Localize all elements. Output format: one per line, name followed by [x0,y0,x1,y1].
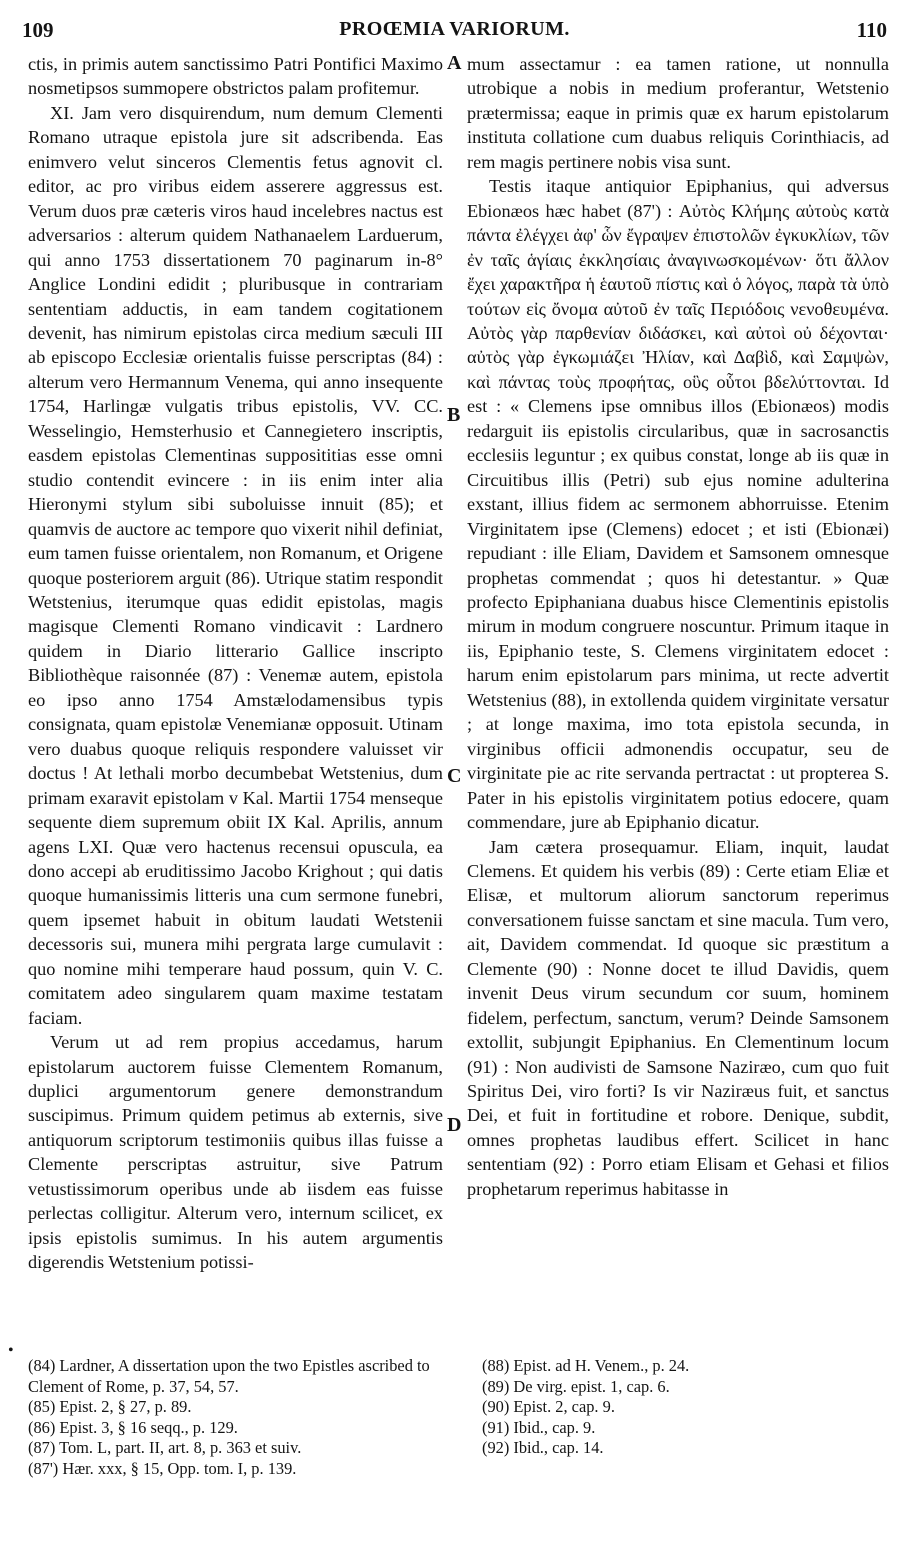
footnote: (91) Ibid., cap. 9. [482,1417,596,1437]
footnote: (87) Tom. L, part. II, art. 8, p. 363 et suiv. [28,1438,302,1457]
right-paragraph: Testis itaque antiquior Epiphanius, qui adversus Ebionæos hæc habet (87') : Αὐτὸς Κλήμης αὐτοὺς κατὰ πάντα ἐλέγχει ἀφ' ὧν ἔγραψεν ἐπιστολῶν ἐγκυκλίων, τῶν ἐν ταῖς ἁγίαις ἐκκλησίαις ἀναγινωσκομένων· ὅτι ἄλλον ἔχει χαρακτῆρα ἡ ἑαυτοῦ πίστις καὶ ὁ λόγος, παρὰ τὰ ὑπὸ τούτων εἰς ὄνομα αὐτοῦ ἐν ταῖς Περιόδοις νενοθευμένα. Αὐτὸς γὰρ παρθενίαν διδάσκει, καὶ αὐτοὶ οὐ δέχονται· αὐτὸς γὰρ ἐγκωμιάζει Ἠλίαν, καὶ Δαβὶδ, καὶ Σαμψὼν, καὶ πάντας τοὺς προφήτας, οὓς οὗτοι βδελύττονται. Id est : « Clemens ipse omnibus illos (Ebionæos) modis redarguit iis epistolis circularibus, quæ in sacrosanctis ecclesiis leguntur ; ex quibus constat, longe ab iis quæ in Circuitibus illis (Petri) sub ejus nomine adulterina exstant, illius fidem ac sermonem abhorruisse. Etenim Virginitatem ipse (Clemens) edocet ; et isti (Ebionæi) repudiant : ille Eliam, Davidem et Samsonem omnesque prophetas commendat ; quos hi detestantur. » Quæ profecto Epiphaniana duabus hisce Clementinis epistolis mirum in modum congruere noscuntur. Primum itaque in iis, Epiphanio teste, S. Clemens virginitatem edocet : harum enim epistolarum pars minima, ut recte advertit Wetstenius (88), in extollenda quidem virginitate versatur ; at longe maxima, imo tota epistola secunda, in virginibus officii admonendis occupatur, seu de virginitate pie ac rite servanda pertractat : ut propterea S. Pater in his epistolis virginitatem potius edocere, quam commendare, jure ab Epiphanio dicatur. [467,176,889,833]
footnote: (88) Epist. ad H. Venem., p. 24. [482,1356,690,1375]
footnote: (92) Ibid., cap. 14. [482,1438,604,1457]
running-title: PROŒMIA VARIORUM. [339,18,570,40]
footnote: (87') Hær. xxx, § 15, Opp. tom. I, p. 139. [28,1458,297,1478]
footnote: (89) De virg. epist. 1, cap. 6. [482,1376,670,1396]
left-paragraph: ctis, in primis autem sanctissimo Patri Pontifici Maximo nosmetipsos summopere obstrictos palam profitemur. [28,54,443,99]
section-marker-b: B [447,404,461,426]
right-paragraph: Jam cætera prosequamur. Eliam, inquit, laudat Clemens. Et quidem his verbis (89) : Certe etiam Eliæ et Elisæ, et multorum aliorum sanctorum reperimus conversationem fuisse sanctam et sine macula. Tum vero, ait, Davidem commendat. Id quoque sic præstitum a Clemente (90) : Nonne docet te illud Davidis, quem invenit Deus virum secundum cor suum, hominem fidelem, perfectum, sanctum, verum? Deinde Samsonem extollit, subjungit Epiphanius. En Clementinum locum (91) : Non audivisti de Samsone Naziræo, cum quo fuit Spiritus Dei, viro forti? Is vir Naziræus fuit, et sanctus Dei, et fuit in fortitudine et robore. Denique, subdit, omnes prophetas laudibus effert. Scilicet in hanc sententiam (92) : Porro etiam Elisam et Gehasi et filios prophetarum reperimus habitasse in [467,836,889,1199]
page-number-left: 109 [22,18,54,42]
stray-mark: • [8,1342,14,1359]
page-number-right: 110 [856,18,887,42]
footnote: (90) Epist. 2, cap. 9. [482,1397,615,1416]
left-column [28,52,443,1275]
page-header [20,14,889,48]
footnote: (84) Lardner, A dissertation upon the two Epistles ascribed to Clement of Rome, p. 37, 54, 57. [28,1356,430,1396]
footnotes-left [28,1356,458,1479]
section-marker-d: D [447,1114,462,1136]
left-paragraph: XI. Jam vero disquirendum, num demum Clementi Romano utraque epistola jure sit adscribenda. Eas enimvero velut sinceros Clementis fetus agnovit cl. editor, ac pro viribus eidem asserere aggressus est. Verum duos præ cæteris viros haud incelebres nactus est adversarios : alterum quidem Nathanaelem Larduerum, qui anno 1753 dissertationem 70 paginarum in-8° Anglice Londini edidit ; pluribusque in contrariam sententiam adductis, in eam tandem cogitationem devenit, has nimirum epistolas circa medium sæculi III ab episcopo Ecclesiæ orientalis fuisse perscriptas (84) : alterum vero Hermannum Venema, qui anno insequente 1754, Harlingæ vulgatis tribus epistolis, VV. CC. Wesselingio, Hemsterhusio et Cannegietero inscriptis, easdem epistolas Clementinas supposititias esse omni studio contendit evincere : in iis enim inter alia Hieronymi stylum sibi suboluisse innuit (85); et quamvis de auctore ac tempore quo vixerit nihil definiat, eum tamen fuisse orientalem, non Romanum, et Origene quoque posteriorem arguit (86). Utrique statim respondit Wetstenius, iterumque quas edidit epistolas, magis magisque Clementi Romano vindicavit : Lardnero quidem in Diario litterario Gallice inscripto Bibliothèque raisonnée (87) : Venemæ autem, epistola eo ipso anno 1754 Amstælodamensibus typis consignata, quam epistolæ Venemianæ opposuit. Utinam vero duabus quoque reliquis respondere valuisset vir doctus ! At lethali morbo decumbebat Wetstenius, dum primam exaravit epistolam v Kal. Martii 1754 menseque sequente diem supremum obiit IX Kal. Aprilis, annum agens LXI. Quæ vero hactenus recensui opuscula, ea dono accepi ab eruditissimo Jacobo Krighout ; qui datis quoque humanissimis litteris una cum sermone funebri, quem ipsemet habuit in obitum laudati Wetstenii decessoris sui, munera mihi pergrata large cumulavit : quo nomine mihi temperare haud possum, quin V. C. comitatem adeo singularem quam maxime testatam faciam. [28,102,443,1028]
section-marker-a: A [447,52,462,74]
right-column [467,52,889,1201]
footnotes-right [482,1356,882,1459]
footnote: (85) Epist. 2, § 27, p. 89. [28,1397,192,1416]
right-paragraph: mum assectamur : ea tamen ratione, ut nonnulla utrobique a nobis in medium proferantur, Wetstenio prætermissa; eaque in primis quæ ex harum epistolarum instituta collatione cum duabus reliquis Corinthiacis, ad rem magis pertinere nobis visa sunt. [467,54,889,172]
left-paragraph: Verum ut ad rem propius accedamus, harum epistolarum auctorem fuisse Clementem Romanum, duplici argumentorum genere demonstrandum suscipimus. Primum quidem petimus ab externis, sive antiquorum scriptorum testimoniis quibus illas fuisse a Clemente perscriptas astruitur, sive Patrum vetustissimorum operibus unde ab iisdem eas fuisse perlectas colligitur. Alterum vero, internum scilicet, ex ipsis epistolis sumimus. In his autem argumentis digerendis Wetstenium potissi- [28,1032,443,1273]
footnote: (86) Epist. 3, § 16 seqq., p. 129. [28,1417,238,1437]
section-marker-c: C [447,765,462,787]
